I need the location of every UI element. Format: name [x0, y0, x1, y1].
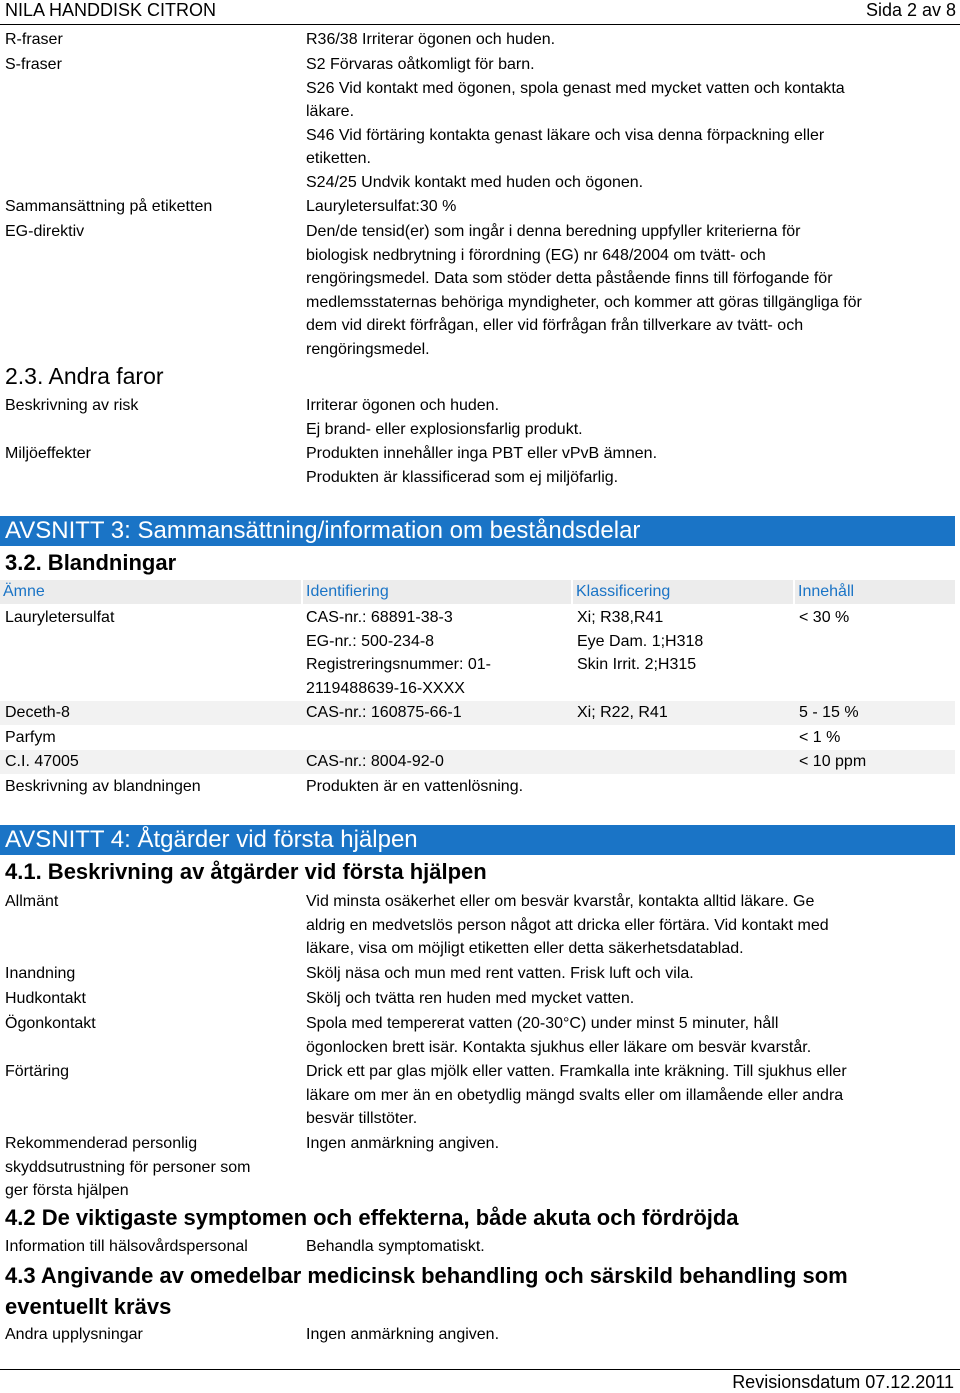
ingestion-text: [306, 1060, 926, 1131]
substance-cell: C.I. 47005: [5, 753, 79, 770]
eg-line: Den/de tensid(er) som ingår i denna beredning uppfyller kriterierna för: [306, 223, 801, 240]
r-phrases-value: R36/38 Irriterar ögonen och huden.: [306, 31, 556, 48]
general-line: Vid minsta osäkerhet eller om besvär kvarstår, kontakta alltid läkare. Ge: [306, 893, 815, 910]
header-rule: [0, 24, 960, 25]
identification-line: EG-nr.: 500-234-8: [306, 632, 435, 650]
ingestion-label: Förtäring: [5, 1063, 70, 1080]
ingestion-line: läkare om mer än en obetydlig mängd svalts eller om illamående eller andra: [306, 1086, 844, 1104]
medical-treatment-heading: [5, 1260, 905, 1322]
content-cell: < 1 %: [799, 729, 841, 746]
health-care-info-value: Behandla symptomatiskt.: [306, 1238, 485, 1255]
content-cell: < 10 ppm: [799, 753, 867, 770]
s-phrase-line: etiketten.: [306, 150, 371, 167]
risk-line: Irriterar ögonen och huden.: [306, 397, 500, 414]
environment-text: [306, 442, 926, 489]
s-phrase-line: S46 Vid förtäring kontakta genast läkare och visa denna förpackning eller: [306, 126, 825, 144]
section-3-banner: AVSNITT 3: Sammansättning/information om beståndsdelar: [0, 516, 955, 546]
protective-label-line: ger första hjälpen: [5, 1182, 129, 1199]
identification-line: CAS-nr.: 68891-38-3: [306, 609, 453, 626]
classification-cell: Xi; R22, R41: [577, 704, 668, 721]
column-header-identification: Identifiering: [303, 580, 571, 604]
substance-cell: Parfym: [5, 729, 56, 746]
protective-label-line: Rekommenderad personlig: [5, 1135, 198, 1152]
eg-line: medlemsstaternas behöriga myndigheter, och kommer att göras tillgängliga för: [306, 293, 862, 311]
identification-cell: CAS-nr.: 8004-92-0: [306, 753, 444, 770]
health-care-info-label: Information till hälsovårdspersonal: [5, 1238, 248, 1255]
content-cell: < 30 %: [799, 609, 850, 626]
r-phrases-label: R-fraser: [5, 31, 63, 48]
inhalation-text: Skölj näsa och mun med rent vatten. Frisk luft och vila.: [306, 965, 694, 982]
s-phrase-line: S2 Förvaras oåtkomligt för barn.: [306, 56, 535, 73]
other-info-label: Andra upplysningar: [5, 1326, 143, 1343]
classification-line: Eye Dam. 1;H318: [577, 632, 704, 650]
eye-contact-line: Spola med tempererat vatten (20-30°C) under minst 5 minuter, håll: [306, 1015, 779, 1032]
s-phrases-list: [306, 53, 926, 194]
mixture-description-label: Beskrivning av blandningen: [5, 778, 201, 795]
eye-contact-text: [306, 1012, 926, 1059]
s-phrase-line: S26 Vid kontakt med ögonen, spola genast med mycket vatten och kontakta: [306, 79, 845, 97]
medical-treatment-line: eventuellt krävs: [5, 1294, 172, 1319]
protective-equipment-text: Ingen anmärkning angiven.: [306, 1135, 500, 1152]
document-title: NILA HANDDISK CITRON: [5, 0, 217, 20]
other-info-value: Ingen anmärkning angiven.: [306, 1326, 500, 1343]
eg-directive-label: EG-direktiv: [5, 223, 85, 240]
s-phrase-line: läkare.: [306, 103, 355, 120]
eg-line: rengöringsmedel. Data som stöder detta påstående finns till förfogande för: [306, 270, 833, 287]
identification-line: Registreringsnummer: 01-: [306, 656, 491, 673]
protective-label-line: skyddsutrustning för personer som: [5, 1158, 251, 1176]
risk-label: Beskrivning av risk: [5, 397, 139, 414]
general-line: läkare, visa om möjligt etiketten eller detta säkerhetsdatablad.: [306, 940, 744, 957]
page-number: Sida 2 av 8: [865, 0, 956, 20]
substance-cell: Lauryletersulfat: [5, 609, 115, 626]
eye-contact-line: ögonlocken brett isär. Kontakta sjukhus eller läkare om besvär kvarstår.: [306, 1038, 812, 1056]
identification-line: 2119488639-16-XXXX: [306, 679, 465, 697]
eg-line: dem vid direkt förfrågan, eller vid förfrågan från tillverkare av tvätt- och: [306, 317, 804, 334]
substance-cell: Deceth-8: [5, 704, 70, 721]
ingestion-line: Drick ett par glas mjölk eller vatten. Framkalla inte kräkning. Till sjukhus eller: [306, 1063, 847, 1080]
medical-treatment-line: 4.3 Angivande av omedelbar medicinsk behandling och särskild behandling som: [5, 1263, 848, 1288]
first-aid-heading: 4.1. Beskrivning av åtgärder vid första hjälpen: [5, 859, 487, 884]
general-line: aldrig en medvetslös person något att dricka eller förtära. Vid kontakt med: [306, 916, 829, 934]
eg-line: rengöringsmedel.: [306, 340, 430, 358]
mixture-description-value: Produkten är en vattenlösning.: [306, 778, 524, 795]
eg-directive-text: [306, 220, 926, 361]
s-phrase-line: S24/25 Undvik kontakt med huden och ögonen.: [306, 173, 644, 191]
symptoms-heading: 4.2 De viktigaste symptomen och effekterna, både akuta och fördröjda: [5, 1205, 739, 1230]
column-header-content: Innehåll: [795, 580, 955, 604]
classification-line: Xi; R38,R41: [577, 609, 664, 626]
column-header-classification: Klassificering: [573, 580, 793, 604]
column-header-substance: Ämne: [0, 580, 301, 604]
inhalation-label: Inandning: [5, 965, 76, 982]
environment-line: Produkten innehåller inga PBT eller vPvB ämnen.: [306, 445, 658, 462]
other-hazards-heading: 2.3. Andra faror: [5, 363, 164, 389]
classification-cell: [577, 606, 703, 677]
environment-label: Miljöeffekter: [5, 445, 91, 462]
eg-line: biologisk nedbrytning i förordning (EG) nr 648/2004 om tvätt- och: [306, 246, 766, 264]
content-cell: 5 - 15 %: [799, 704, 859, 721]
identification-cell: CAS-nr.: 160875-66-1: [306, 704, 462, 721]
protective-equipment-label: [5, 1132, 295, 1203]
skin-contact-text: Skölj och tvätta ren huden med mycket vatten.: [306, 990, 635, 1007]
revision-date: Revisionsdatum 07.12.2011: [732, 1372, 954, 1392]
skin-contact-label: Hudkontakt: [5, 990, 86, 1007]
eye-contact-label: Ögonkontakt: [5, 1015, 96, 1032]
composition-value: Lauryletersulfat:30 %: [306, 198, 457, 215]
section-4-banner: AVSNITT 4: Åtgärder vid första hjälpen: [0, 825, 955, 855]
ingestion-line: besvär tillstöter.: [306, 1110, 418, 1127]
general-label: Allmänt: [5, 893, 59, 910]
general-text: [306, 890, 926, 961]
s-phrases-label: S-fraser: [5, 56, 62, 73]
risk-line: Ej brand- eller explosionsfarlig produkt.: [306, 420, 583, 438]
classification-line: Skin Irrit. 2;H315: [577, 656, 697, 673]
environment-line: Produkten är klassificerad som ej miljöfarlig.: [306, 468, 619, 486]
mixtures-heading: 3.2. Blandningar: [5, 550, 177, 575]
risk-text: [306, 394, 926, 441]
footer-rule: [0, 1369, 960, 1370]
composition-label: Sammansättning på etiketten: [5, 198, 213, 215]
identification-cell: [306, 606, 491, 700]
